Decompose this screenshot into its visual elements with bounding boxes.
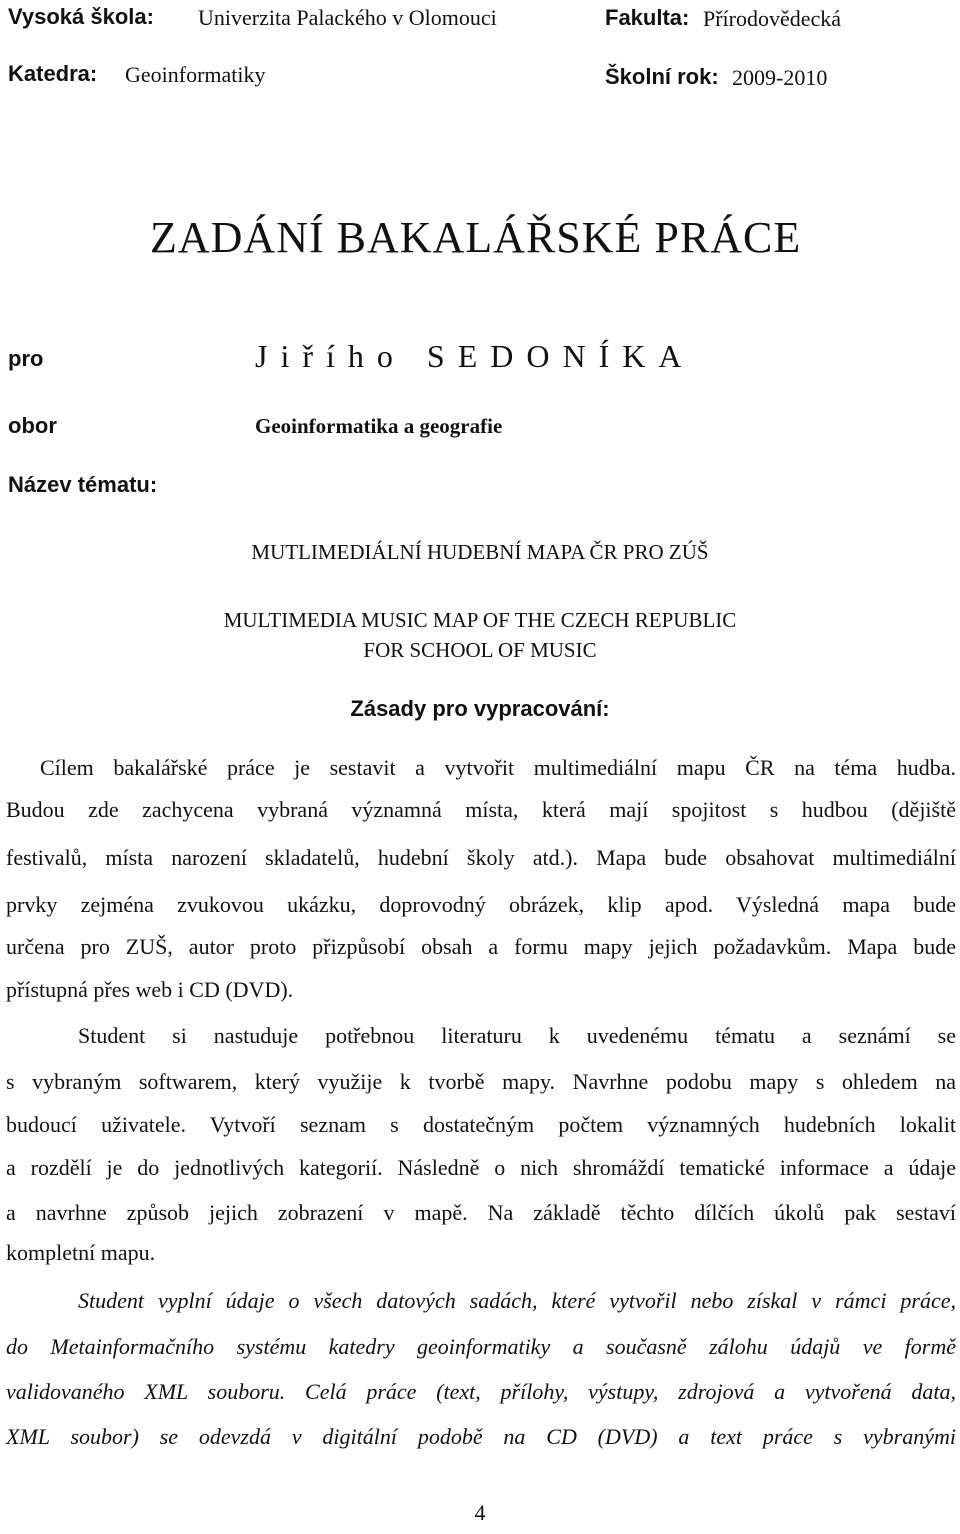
year-label: Školní rok: xyxy=(605,64,719,89)
paragraph2-line: Student si nastuduje potřebnou literaturu k uvedenému tématu a seznámí se xyxy=(78,1023,956,1048)
topic-czech: MUTLIMEDIÁLNÍ HUDEBNÍ MAPA ČR PRO ZÚŠ xyxy=(251,540,709,564)
topic-english-line2: FOR SCHOOL OF MUSIC xyxy=(363,638,597,662)
faculty-label: Fakulta: xyxy=(605,5,690,30)
paragraph1-line: přístupná přes web i CD (DVD). xyxy=(6,977,294,1002)
paragraph2-line: budoucí uživatele. Vytvoří seznam s dostatečným počtem významných hudebních lokalit xyxy=(6,1112,956,1137)
paragraph1-line: festivalů, místa narození skladatelů, hudební školy atd.). Mapa bude obsahovat multimediální xyxy=(6,845,956,870)
obor-label: obor xyxy=(8,413,57,438)
paragraph2-line: kompletní mapu. xyxy=(6,1240,156,1265)
paragraph1-line: Budou zde zachycena vybraná významná místa, která mají spojitost s hudbou (dějiště xyxy=(6,797,956,822)
paragraph2-line: s vybraným softwarem, který využije k tvorbě mapy. Navrhne podobu mapy s ohledem na xyxy=(6,1069,956,1094)
topic-label: Název tématu: xyxy=(8,472,158,497)
paragraph2-line: a navrhne způsob jejich zobrazení v mapě. Na základě těchto dílčích úkolů pak sestaví xyxy=(6,1200,956,1225)
paragraph3-line: do Metainformačního systému katedry geoinformatiky a současně zálohu údajů ve formě xyxy=(6,1334,956,1359)
paragraph3-line: XML soubor) se odevzdá v digitální podobě na CD (DVD) a text práce s vybranými xyxy=(6,1424,956,1449)
school-value: Univerzita Palackého v Olomouci xyxy=(198,5,497,30)
paragraph1-line: prvky zejména zvukovou ukázku, doprovodný obrázek, klip apod. Výsledná mapa bude xyxy=(6,892,956,917)
guidelines-heading: Zásady pro vypracování: xyxy=(350,696,610,721)
year-value: 2009-2010 xyxy=(732,65,828,90)
pro-label: pro xyxy=(8,346,44,371)
faculty-value: Přírodovědecká xyxy=(703,6,842,31)
student-name: Jiřího SEDONÍKA xyxy=(255,338,695,374)
department-label: Katedra: xyxy=(8,61,98,86)
school-label: Vysoká škola: xyxy=(8,4,154,29)
paragraph2-line: a rozdělí je do jednotlivých kategorií. Následně o nich shromáždí tematické informace a údaje xyxy=(6,1155,956,1180)
department-value: Geoinformatiky xyxy=(125,62,266,87)
paragraph3-line: Student vyplní údaje o všech datových sadách, které vytvořil nebo získal v rámci práce, xyxy=(78,1288,956,1313)
page-number: 4 xyxy=(474,1500,486,1525)
page-title: ZADÁNÍ BAKALÁŘSKÉ PRÁCE xyxy=(150,213,802,262)
paragraph3-line: validovaného XML souboru. Celá práce (text, přílohy, výstupy, zdrojová a vytvořená data, xyxy=(6,1379,956,1404)
obor-value: Geoinformatika a geografie xyxy=(255,414,503,438)
paragraph1-line: určena pro ZUŠ, autor proto přizpůsobí obsah a formu mapy jejich požadavkům. Mapa bude xyxy=(6,934,956,959)
topic-english-line1: MULTIMEDIA MUSIC MAP OF THE CZECH REPUBLIC xyxy=(223,608,737,632)
paragraph1-line: Cílem bakalářské práce je sestavit a vytvořit multimediální mapu ČR na téma hudba. xyxy=(40,755,956,780)
